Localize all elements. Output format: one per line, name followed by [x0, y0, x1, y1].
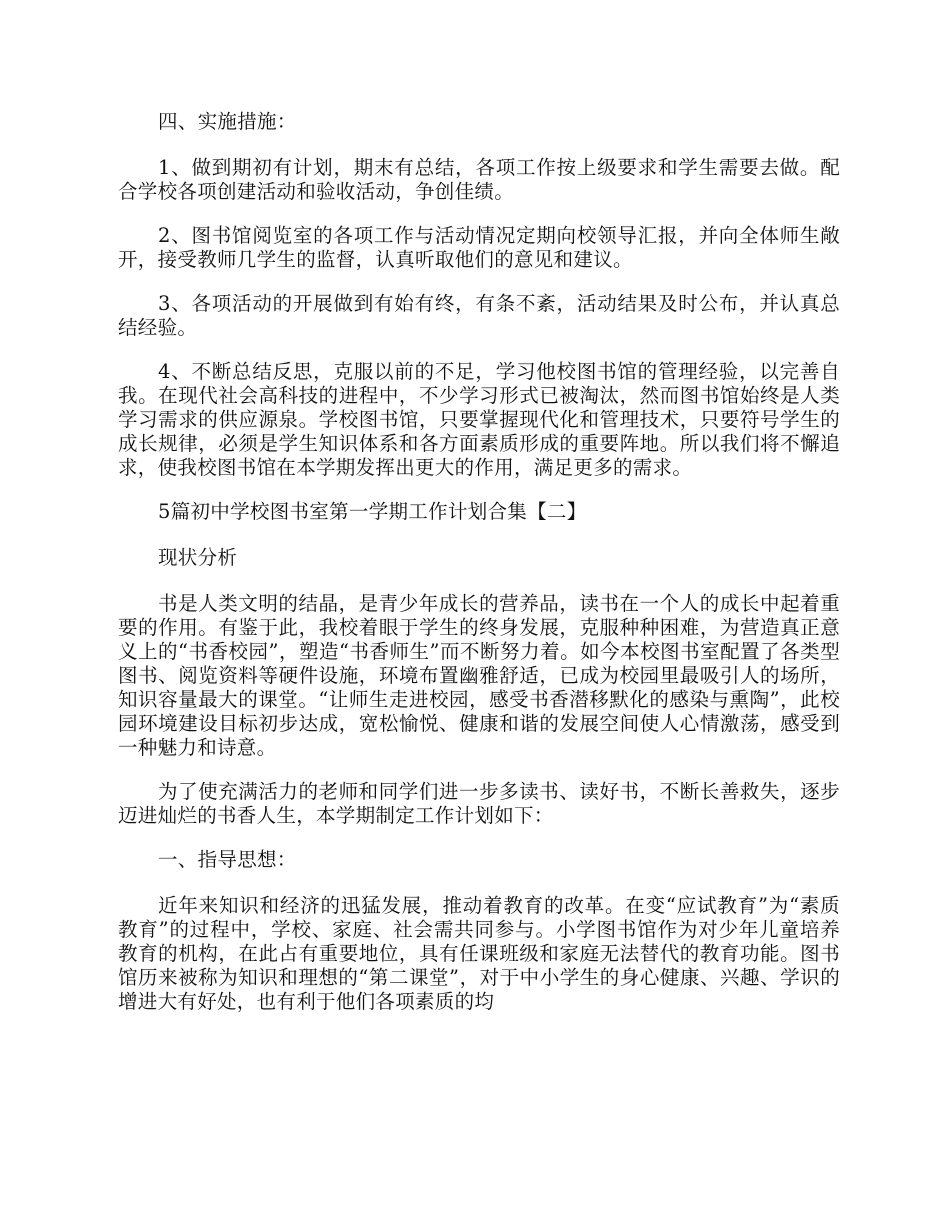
document-subtitle: 5篇初中学校图书室第一学期工作计划合集【二】 [158, 500, 587, 523]
paragraph-item-3: 3、各项活动的开展做到有始有终，有条不紊，活动结果及时公布，并认真总结经验。 [118, 292, 840, 339]
section-heading-guiding-thought: 一、指导思想： [158, 848, 297, 871]
section-heading-measures: 四、实施措施： [158, 110, 297, 133]
paragraph-status-analysis: 书是人类文明的结晶，是青少年成长的营养品，读书在一个人的成长中起着重要的作用。有鉴于此，我校着眼于学生的终身发展，克服种种困难，为营造真正意义上的“书香校园”，塑造“书香师生”而不断努力着。如今本校图书室配置了各类型图书、阅览资料等硬件设施，环境布置幽雅舒适，已成为校园里最吸引人的场所，知识容量最大的课堂。“让师生走进校园，感受书香潜移默化的感染与熏陶”，此校园环境建设目标初步达成，宽松愉悦、健康和谐的发展空间使人心情激荡，感受到一种魅力和诗意。 [118, 592, 840, 759]
paragraph-item-4: 4、不断总结反思，克服以前的不足，学习他校图书馆的管理经验，以完善自我。在现代社会高科技的进程中，不少学习形式已被淘汰，然而图书馆始终是人类学习需求的供应源泉。学校图书馆，只要掌握现代化和管理技术，只要符号学生的成长规律，必须是学生知识体系和各方面素质形成的重要阵地。所以我们将不懈追求，使我校图书馆在本学期发挥出更大的作用，满足更多的需求。 [118, 360, 840, 479]
document-page [118, 110, 840, 1034]
section-heading-status: 现状分析 [158, 546, 238, 569]
paragraph-item-1: 1、做到期初有计划，期末有总结，各项工作按上级要求和学生需要去做。配合学校各项创建活动和验收活动，争创佳绩。 [118, 156, 840, 203]
paragraph-plan-intro: 为了使充满活力的老师和同学们进一步多读书、读好书，不断长善救失，逐步迈进灿烂的书香人生，本学期制定工作计划如下： [118, 780, 840, 827]
paragraph-guiding-thought: 近年来知识和经济的迅猛发展，推动着教育的改革。在变“应试教育”为“素质教育”的过程中，学校、家庭、社会需共同参与。小学图书馆作为对少年儿童培养教育的机构，在此占有重要地位，具有任课班级和家庭无法替代的教育功能。图书馆历来被称为知识和理想的“第二课堂”，对于中小学生的身心健康、兴趣、学识的增进大有好处，也有利于他们各项素质的均 [118, 894, 840, 1013]
paragraph-item-2: 2、图书馆阅览室的各项工作与活动情况定期向校领导汇报，并向全体师生敞开，接受教师几学生的监督，认真听取他们的意见和建议。 [118, 224, 840, 271]
